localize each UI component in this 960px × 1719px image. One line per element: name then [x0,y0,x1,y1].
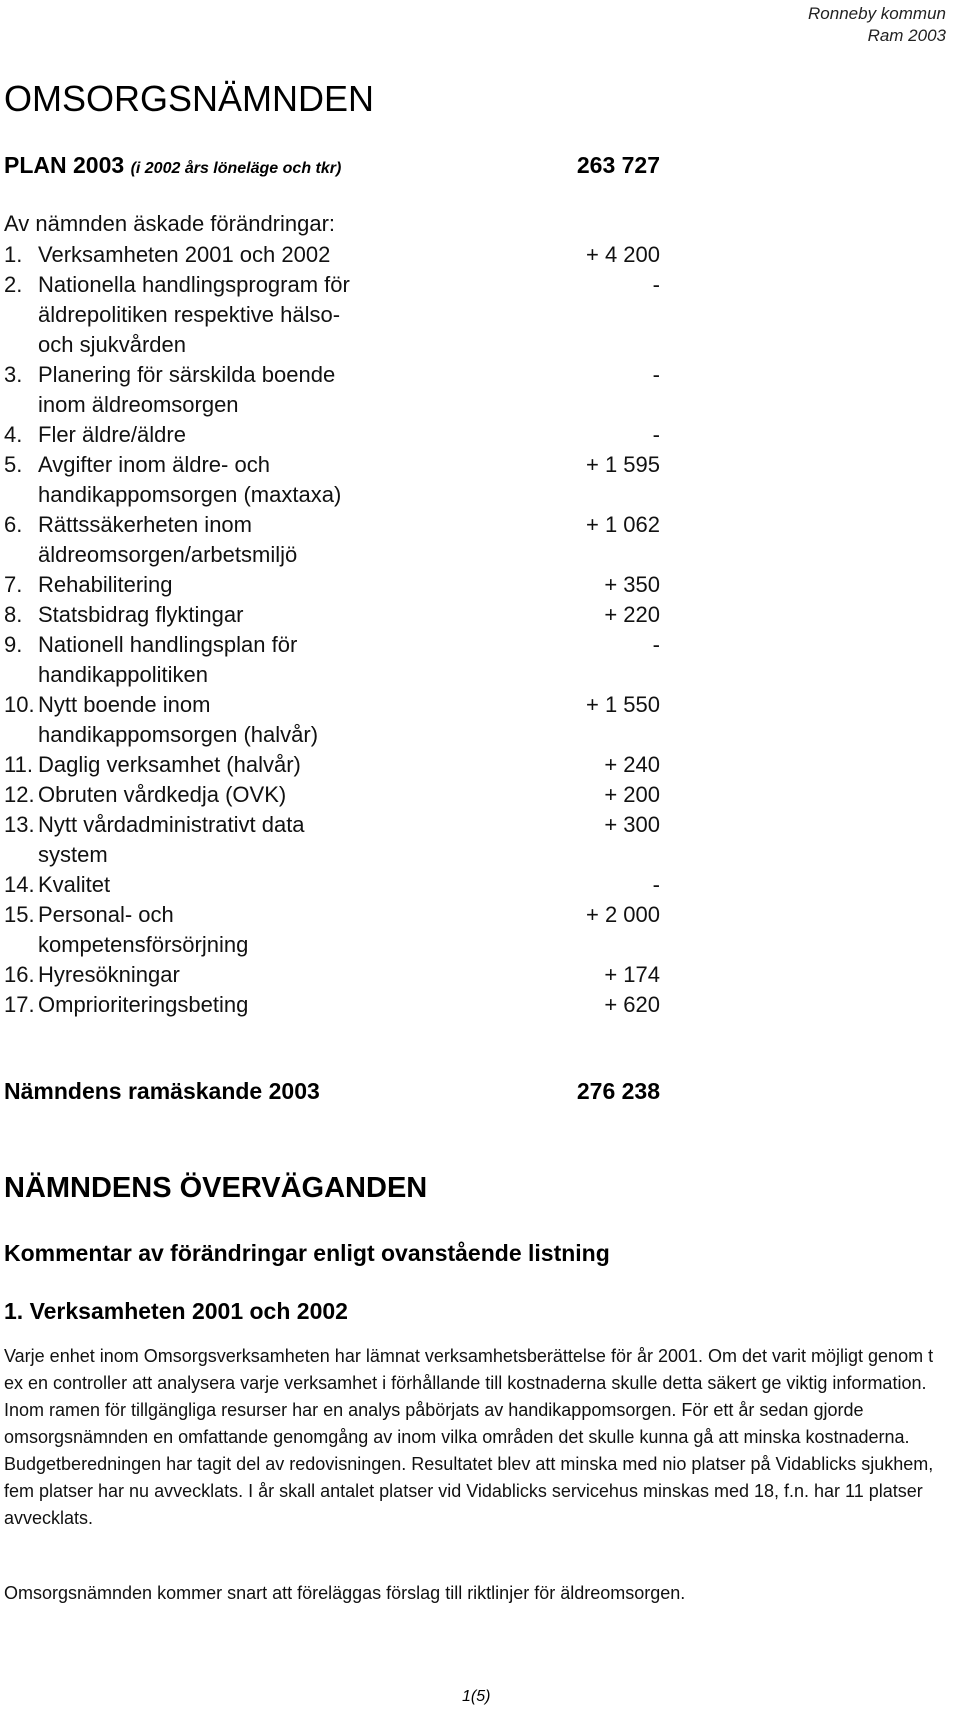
list-item-number: 16. [4,962,35,987]
list-item-value: + 200 [604,782,660,807]
list-item [4,750,660,780]
list-item [4,900,660,960]
list-item-line: Statsbidrag flyktingar [38,602,244,627]
change-list [4,240,660,1020]
list-item-line: Obruten vårdkedja (OVK) [38,782,287,807]
list-item [4,570,660,600]
list-item-line: Nytt boende inom [38,692,211,717]
list-item-value: + 240 [604,752,660,777]
list-item-number: 6. [4,512,23,537]
list-item-text [38,420,458,450]
list-item-line: äldrepolitiken respektive hälso- [38,302,341,327]
list-item-value: + 1 062 [585,512,660,537]
list-item-line: Kvalitet [38,872,111,897]
list-item-text [38,960,458,990]
list-item-line: Rehabilitering [38,572,173,597]
list-item-line: Avgifter inom äldre- och [38,452,270,477]
list-item-text [38,360,458,420]
list-item [4,510,660,570]
list-item-line: handikappomsorgen (halvår) [38,722,319,747]
section-subheading: Kommentar av förändringar enligt ovanstående listning [4,1240,610,1266]
list-item-text [38,450,458,510]
list-item-number: 11. [4,752,33,777]
list-item-number: 4. [4,422,23,447]
header-org: Ronneby kommun [808,4,946,23]
paragraph-2: Omsorgsnämnden kommer snart att föreläggas förslag till riktlinjer för äldreomsorgen. [4,1583,686,1603]
list-item [4,870,660,900]
list-item-line: och sjukvården [38,332,186,357]
list-item-text [38,510,458,570]
total-line [4,1078,660,1105]
list-item-number: 13. [4,812,35,837]
list-item-value: + 300 [604,812,660,837]
list-item-value: + 620 [604,992,660,1017]
list-item-line: Omprioriteringsbeting [38,992,249,1017]
list-item-line: Nytt vårdadministrativt data [38,812,305,837]
list-item-number: 3. [4,362,23,387]
list-item [4,360,660,420]
list-item-text [38,780,458,810]
list-item [4,450,660,510]
list-item [4,270,660,360]
list-item-line: Nationell handlingsplan för [38,632,298,657]
list-item-number: 14. [4,872,35,897]
list-item-line: Rättssäkerheten inom [38,512,252,537]
list-item-value: + 174 [604,962,660,987]
list-item-text [38,270,458,360]
total-label: Nämndens ramäskande 2003 [4,1078,320,1104]
list-item-line: äldreomsorgen/arbetsmiljö [38,542,298,567]
list-item-text [38,600,458,630]
list-item-value: - [652,362,660,387]
list-item-text [38,750,458,780]
list-item [4,690,660,750]
list-item-line: Personal- och [38,902,174,927]
list-item-number: 7. [4,572,23,597]
total-amount: 276 238 [576,1078,660,1104]
page-number: 1(5) [462,1688,491,1705]
list-item-value: + 220 [604,602,660,627]
list-item-value: + 2 000 [585,902,660,927]
list-item-value: + 1 550 [585,692,660,717]
list-item-line: handikappolitiken [38,662,209,687]
list-item [4,240,660,270]
list-item-number: 5. [4,452,23,477]
list-item-value: - [652,272,660,297]
plan-line [4,152,660,179]
intro-text: Av nämnden äskade förändringar: [4,211,336,236]
list-item-number: 12. [4,782,35,807]
list-item [4,990,660,1020]
list-item-line: system [38,842,108,867]
list-item-text [38,870,458,900]
plan-label: PLAN 2003 [4,152,125,178]
list-item-text [38,630,458,690]
plan-amount: 263 727 [576,152,660,178]
header-doc: Ram 2003 [867,26,946,45]
list-item-number: 9. [4,632,23,657]
page-title: OMSORGSNÄMNDEN [4,78,375,119]
list-item-line: Planering för särskilda boende [38,362,336,387]
list-item-text [38,690,458,750]
list-item-value: - [652,872,660,897]
list-item [4,420,660,450]
list-item [4,600,660,630]
list-item-number: 17. [4,992,35,1017]
list-item-line: Fler äldre/äldre [38,422,186,447]
list-item-line: Verksamheten 2001 och 2002 [38,242,331,267]
list-item-text [38,990,458,1020]
list-item-line: Hyresökningar [38,962,180,987]
list-item-line: kompetensförsörjning [38,932,249,957]
list-item-number: 1. [4,242,23,267]
list-item-line: handikappomsorgen (maxtaxa) [38,482,342,507]
list-item-value: + 350 [604,572,660,597]
list-item-line: Daglig verksamhet (halvår) [38,752,301,777]
list-item [4,810,660,870]
list-item-text [38,900,458,960]
list-item-number: 15. [4,902,35,927]
list-item-value: - [652,422,660,447]
list-item-line: Nationella handlingsprogram för [38,272,350,297]
list-item-text [38,810,458,870]
list-item-number: 8. [4,602,23,627]
item-heading: 1. Verksamheten 2001 och 2002 [4,1298,348,1324]
list-item-number: 2. [4,272,23,297]
list-item [4,960,660,990]
list-item-value: + 4 200 [585,242,660,267]
list-item [4,780,660,810]
list-item [4,630,660,690]
paragraph-1: Varje enhet inom Omsorgsverksamheten har lämnat verksamhetsberättelse för år 2001. Om det varit möjligt genom t ex en controller att analysera varje verksamhet i förhållande till kostnaderna skulle detta säkert ge viktig information. Inom ramen för tillgängliga resurser har en analys påbörjats av handikappomsorgen. För ett år sedan gjorde omsorgsnämnden en omfattande genomgång av inom vilka områden det skulle kunna gå att minska kostnaderna. Budgetberedningen har tagit del av redovisningen. Resultatet blev att minska med nio platser på Vidablicks sjukhem, fem platser har nu avvecklats. I år skall antalet platser vid Vidablicks servicehus minskas med 18, f.n. har 11 platser avvecklats. [4,1346,934,1528]
list-item-value: + 1 595 [585,452,660,477]
plan-subtitle: (i 2002 års löneläge och tkr) [130,160,342,177]
list-item-number: 10. [4,692,35,717]
list-item-line: inom äldreomsorgen [38,392,239,417]
list-item-value: - [652,632,660,657]
list-item-text [38,240,458,270]
list-item-text [38,570,458,600]
section-heading: NÄMNDENS ÖVERVÄGANDEN [4,1172,428,1204]
